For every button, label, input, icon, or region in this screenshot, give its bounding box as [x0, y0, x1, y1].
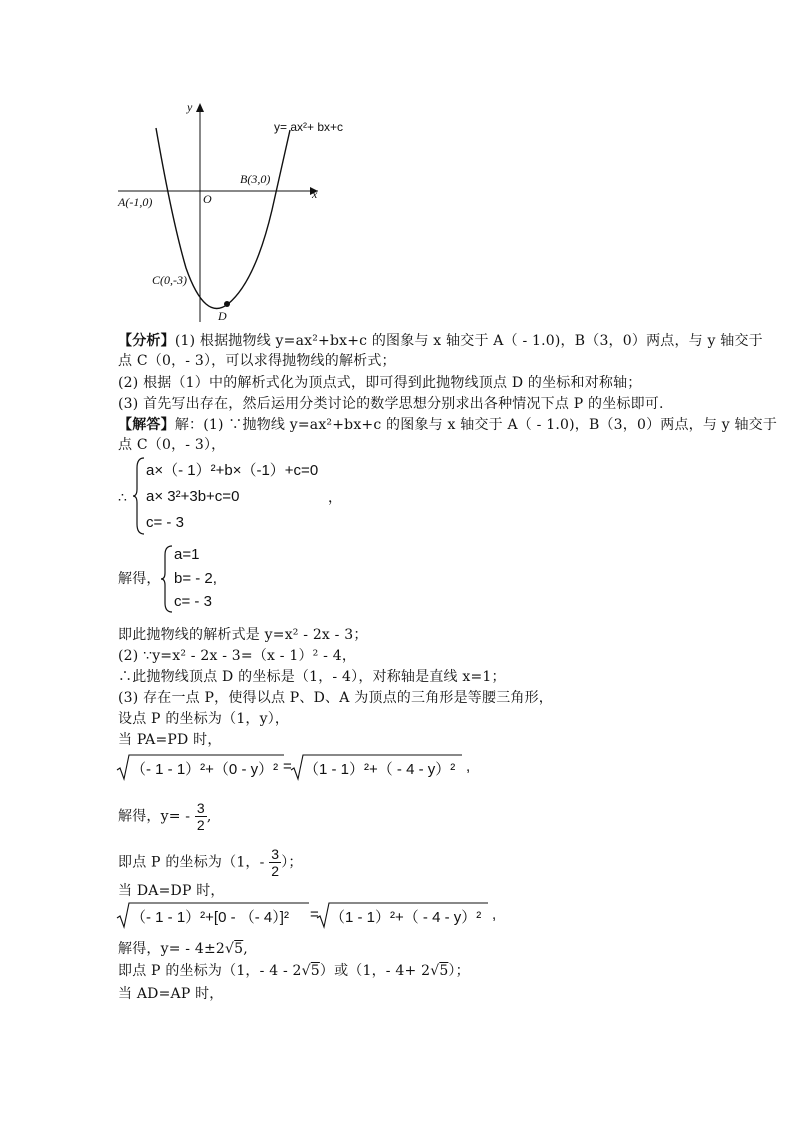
point-c-label: C(0,-3): [152, 273, 187, 287]
point-b-label: B(3,0): [240, 172, 271, 186]
l12-sqrt-icon: √: [225, 941, 235, 957]
l9-denominator: 2: [196, 817, 205, 833]
y-axis-arrow-icon: [196, 103, 204, 112]
eq2-left: （- 1 - 1）²+[0 - （- 4）]²: [131, 909, 289, 926]
system1-row-3: c= - 3: [146, 514, 184, 531]
solution-line-8: 当 PA=PD 时，: [118, 732, 222, 748]
solution-line-1: [118, 416, 777, 434]
l10-fraction: [269, 846, 281, 879]
eq2-right: （1 - 1）²+（ - 4 - y）²: [330, 909, 482, 926]
eq2-equals: =: [310, 906, 319, 923]
solution-line-12: [118, 940, 248, 958]
solution-line-3: 即此抛物线的解析式是 y=x² - 2x - 3；: [118, 627, 368, 643]
x-axis-label: x: [312, 187, 318, 201]
solution-tag: 【解答】: [118, 417, 175, 433]
solution-line-4: (2) ∵y=x² - 2x - 3=（x - 1）² - 4，: [118, 648, 357, 664]
l12-tail: ,: [243, 941, 248, 957]
l9-prefix: 解得，y= -: [118, 808, 191, 825]
l9-numerator: 3: [196, 800, 205, 816]
system1-row-1: a×（- 1）²+b×（-1）+c=0: [146, 462, 319, 479]
l12-prefix: 解得，y= - 4±: [118, 941, 216, 957]
solution-line-5: ∴此抛物线顶点 D 的坐标是（1，- 4），对称轴是直线 x=1；: [118, 669, 506, 685]
solution-line-11: 当 DA=DP 时，: [118, 883, 225, 899]
l13-part-b: ）或（1，- 4+ 2: [319, 963, 431, 979]
solution-line-13: [118, 962, 470, 980]
l12-coef: 2: [215, 941, 226, 957]
y-axis-label: y: [187, 100, 193, 114]
analysis-line-1: [118, 332, 763, 350]
l9-tail: ,: [206, 808, 212, 825]
solution-line-9: [118, 800, 212, 833]
solve-label: 解得，: [118, 571, 161, 587]
l10-tail: ）；: [281, 854, 303, 871]
solution-text-1: 解：(1) ∵抛物线 y=ax²+bx+c 的图象与 x 轴交于 A（ - 1.0)，B（3，0）两点，与 y 轴交于: [174, 417, 778, 433]
system2-row-3: c= - 3: [174, 593, 212, 610]
therefore-symbol: ∴: [118, 490, 128, 506]
eq2-tail: ,: [492, 906, 497, 923]
analysis-line-2: 点 C（0，- 3），可以求得抛物线的解析式；: [118, 353, 396, 369]
system1-row-2: a× 3²+3b+c=0: [146, 488, 240, 505]
point-d-label: D: [218, 309, 227, 323]
origin-label: O: [203, 192, 212, 206]
solution-line-2: 点 C（0，- 3），: [118, 437, 226, 453]
system2-brace: [160, 544, 174, 614]
eq1-tail: ,: [466, 758, 471, 775]
vertex-point-d: [224, 301, 230, 307]
l13-radicand-2: 5: [439, 963, 449, 979]
solution-line-6: (3) 存在一点 P，使得以点 P、D、A 为顶点的三角形是等腰三角形，: [118, 690, 554, 706]
solution-line-10: [118, 846, 303, 879]
system1-brace: [132, 456, 146, 536]
analysis-line-3: (2) 根据（1）中的解析式化为顶点式，即可得到此抛物线顶点 D 的坐标和对称轴；: [118, 375, 642, 391]
l13-sqrt1-icon: √: [301, 963, 311, 979]
system2-row-2: b= - 2,: [174, 570, 217, 587]
system2-row-1: a=1: [174, 546, 200, 563]
l9-fraction: [195, 800, 207, 833]
l10-denominator: 2: [271, 863, 280, 879]
solution-line-7: 设点 P 的坐标为（1，y），: [118, 711, 290, 727]
l12-radicand: 5: [234, 941, 244, 957]
analysis-line-4: (3) 首先写出存在，然后运用分类讨论的数学思想分别求出各种情况下点 P 的坐标即可.: [118, 396, 664, 412]
l10-numerator: 3: [271, 846, 280, 862]
l10-prefix: 即点 P 的坐标为（1，-: [118, 854, 265, 871]
parabola-graph: [0, 0, 800, 330]
point-a-label: A(-1,0): [118, 195, 153, 209]
eq1-right: （1 - 1）²+（ - 4 - y）²: [304, 761, 456, 778]
l13-part-a: 即点 P 的坐标为（1，- 4 - 2: [118, 963, 302, 979]
curve-equation: y= ax²+ bx+c: [274, 120, 344, 134]
l13-sqrt2-icon: √: [430, 963, 440, 979]
eq1-equals: =: [283, 758, 292, 775]
analysis-text-1: (1) 根据抛物线 y=ax²+bx+c 的图象与 x 轴交于 A（ - 1.0)，B（3，0）两点，与 y 轴交于: [174, 333, 763, 349]
system1-tail: ，: [328, 490, 343, 506]
analysis-tag: 【分析】: [118, 333, 175, 349]
eq1-left: （- 1 - 1）²+（0 - y）²: [131, 761, 279, 778]
l13-part-c: ）；: [448, 963, 470, 979]
solution-line-14: 当 AD=AP 时，: [118, 986, 224, 1002]
l13-radicand-1: 5: [310, 963, 320, 979]
